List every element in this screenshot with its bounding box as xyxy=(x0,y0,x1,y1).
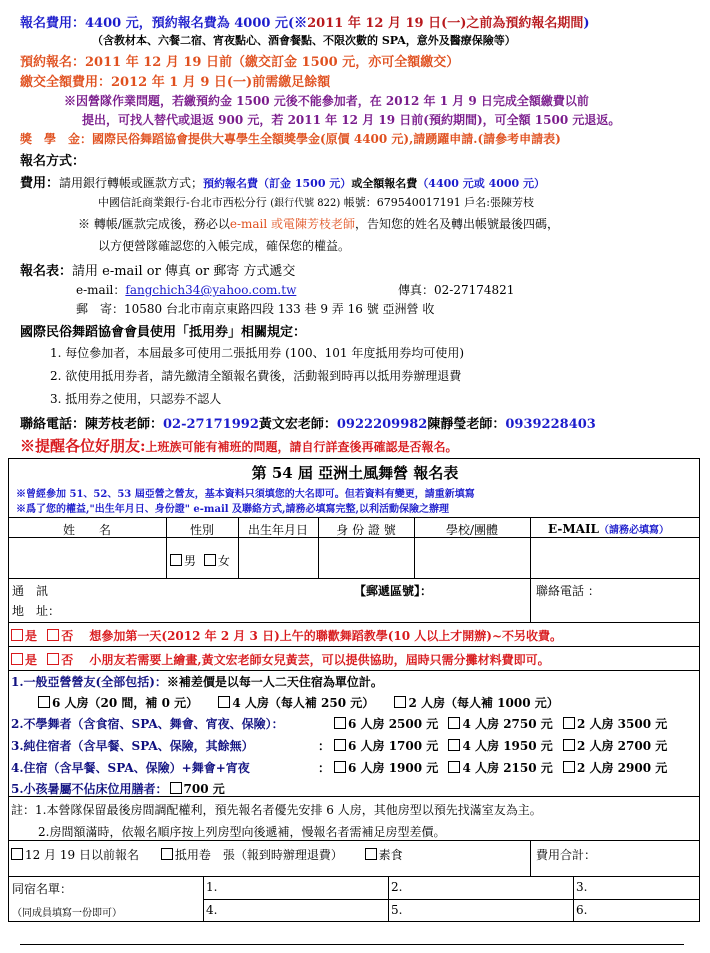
opt1-note: ※補差價是以每一人二天住宿為單位計。 xyxy=(166,675,383,689)
q1-no-checkbox[interactable] xyxy=(47,629,59,641)
voucher-checkbox[interactable] xyxy=(161,848,173,860)
address-label-1: 通 訊 xyxy=(12,584,49,598)
opt2-a: 6 人房 2500 元 xyxy=(348,717,439,731)
remind-label: ※提醒各位好朋友: xyxy=(20,437,146,455)
voucher-rule-2: 2. 欲使用抵用券者，請先繳清全額報名費後，活動報到時再以抵用券辦理退費 xyxy=(50,369,462,383)
q1-no: 否 xyxy=(61,629,74,643)
male-checkbox[interactable] xyxy=(170,554,182,566)
roommate-4[interactable]: 4. xyxy=(206,903,218,917)
post-line xyxy=(76,300,434,317)
remind-text: 上班族可能有補班的問題，請自行詳查後再確認是否報名。 xyxy=(145,440,458,454)
contact-phone-1: 02-27171992 xyxy=(163,417,259,432)
opt4-title: 4.住宿（含早餐、SPA、保險）+舞會+宵夜 xyxy=(11,761,250,775)
transfer-line-2: 以方便營隊確認您的入帳完成，確保您的權益。 xyxy=(98,239,351,253)
form-text: 請用 e-mail or 傳真 or 郵寄 方式遞交 xyxy=(72,264,296,279)
opt5-a: 700 元 xyxy=(183,782,225,796)
q2-yes-checkbox[interactable] xyxy=(11,653,23,665)
bank-code: (銀行代號 822) xyxy=(270,198,341,209)
bank-name: 中國信託商業銀行-台北市西松分行 xyxy=(98,196,267,209)
email-link[interactable]: fangchich34@yahoo.com.tw xyxy=(125,283,297,297)
opt3-b-checkbox[interactable] xyxy=(448,739,460,751)
voucher-label: 抵用卷 張（報到時辦理退費） xyxy=(174,848,343,862)
opt5-line xyxy=(11,780,225,797)
extra-options xyxy=(11,846,403,863)
fee-date: 2011 年 12 月 19 日(一)之前為預約報名期間 xyxy=(307,16,584,31)
q1-yes: 是 xyxy=(25,629,38,643)
notice-line-2: 提出，可找人替代或退返 900 元，若 2011 年 12 月 19 日前(預約期間)，可全額 1500 元退返。 xyxy=(82,113,621,127)
transfer-1b: e-mail 或電陳芳枝老師 xyxy=(229,217,356,231)
roommate-2[interactable]: 2. xyxy=(391,880,403,894)
early-checkbox[interactable] xyxy=(11,848,23,860)
opt1-b: 4 人房（每人補 250 元） xyxy=(232,696,375,710)
gender-options xyxy=(170,552,230,569)
q1-yes-checkbox[interactable] xyxy=(11,629,23,641)
transfer-1c: ，告知您的姓名及轉出帳號最後四碼， xyxy=(355,217,560,231)
opt2-c-checkbox[interactable] xyxy=(563,717,575,729)
opt2-a-checkbox[interactable] xyxy=(334,717,346,729)
opt1-c-checkbox[interactable] xyxy=(394,696,406,708)
opt3-title: 3.純住宿者（含早餐、SPA、保險，其餘無） xyxy=(11,739,254,753)
opt2-b: 4 人房 2750 元 xyxy=(462,717,553,731)
transfer-1a: ※ 轉帳/匯款完成後，務必以 xyxy=(78,217,230,231)
voucher-rule-3: 3. 抵用券之使用，只認券不認人 xyxy=(50,392,222,406)
email-label: e-mail： xyxy=(76,283,126,297)
roommate-6[interactable]: 6. xyxy=(576,903,588,917)
form-title: 第 54 屆 亞洲土風舞營 報名表 xyxy=(251,464,459,482)
roommate-5[interactable]: 5. xyxy=(391,903,403,917)
address-label-2: 地 址： xyxy=(12,604,61,618)
opt2-title: 2.不學舞者（含食宿、SPA、舞會、宵夜、保險）： xyxy=(11,717,284,731)
q2-yes: 是 xyxy=(25,653,38,667)
opt2-choices xyxy=(334,715,667,732)
opt3-a-checkbox[interactable] xyxy=(334,739,346,751)
opt3-a: 6 人房 1700 元 xyxy=(348,739,439,753)
voucher-rule-1: 1. 每位參加者，本屆最多可使用二張抵用券 (100、101 年度抵用券均可使用) xyxy=(50,346,465,360)
bank-acct: 帳號：679540017191 xyxy=(343,196,461,209)
roommate-label: 同宿名單： xyxy=(12,882,73,896)
header-email-note: （請務必填寫） xyxy=(599,525,669,536)
header-id: 身 份 證 號 xyxy=(336,523,396,537)
contact-2-label: 黃文宏老師： xyxy=(258,417,337,432)
opt3-c: 2 人房 2700 元 xyxy=(576,739,668,753)
opt4-b-checkbox[interactable] xyxy=(448,761,460,773)
bottom-rule xyxy=(20,944,684,945)
header-name: 姓 名 xyxy=(62,523,111,537)
roommate-3[interactable]: 3. xyxy=(576,880,588,894)
opt3-b: 4 人房 1950 元 xyxy=(462,739,553,753)
fee-method-or: 或全額報名費 xyxy=(351,177,418,190)
header-email-label: E-MAIL xyxy=(548,522,599,536)
notice-line-1: ※因營隊作業問題，若繳預約金 1500 元後不能參加者，在 2012 年 1 月 9 日完成全額繳費以前 xyxy=(64,94,589,108)
roommate-1[interactable]: 1. xyxy=(206,880,218,894)
header-gender: 性別 xyxy=(189,523,214,537)
veg-label: 素食 xyxy=(378,848,403,862)
contact-3-label: 陳靜瑩老師： xyxy=(427,417,506,432)
zip-label: 【郵遞區號】： xyxy=(354,584,433,598)
opt5-title: 5.小孩暑屬不佔床位用膳者： xyxy=(11,782,168,796)
contact-phone-2: 0922209982 xyxy=(336,417,428,432)
form-note-1: ※曾經參加 51、52、53 屆亞營之營友，基本資料只須填您的大名即可。但若資料有變更，請重新填寫 xyxy=(16,489,475,500)
early-label: 12 月 19 日以前報名 xyxy=(25,848,139,862)
fee-close: ) xyxy=(583,16,590,31)
contact-line xyxy=(20,413,596,432)
q1-text: 想參加第一天(2012 年 2 月 3 日)上午的聯歡舞蹈教學(10 人以上才開辦)~不另收費。 xyxy=(89,629,563,643)
q2-row xyxy=(11,651,550,668)
opt4-c-checkbox[interactable] xyxy=(563,761,575,773)
veg-checkbox[interactable] xyxy=(365,848,377,860)
remind-line xyxy=(20,435,458,456)
phone-label: 聯絡電話 ： xyxy=(536,584,600,598)
bank-holder: 戶名:張陳芳枝 xyxy=(464,196,534,209)
female-checkbox[interactable] xyxy=(204,554,216,566)
transfer-line-1 xyxy=(78,215,559,232)
opt4-b: 4 人房 2150 元 xyxy=(462,761,553,775)
fee-method-opt1: 預約報名費（訂金 1500 元） xyxy=(203,177,352,190)
opt5-checkbox[interactable] xyxy=(170,782,182,794)
voucher-title: 國際民俗舞蹈協會會員使用「抵用券」相關規定： xyxy=(20,325,307,340)
opt4-choices xyxy=(334,759,667,776)
opt4-c: 2 人房 2900 元 xyxy=(576,761,668,775)
remark-1: 註：1.本營隊保留最後房間調配權利，預先報名者優先安排 6 人房，其他房型以預先找滿室友為主。 xyxy=(11,803,542,817)
opt4-a: 6 人房 1900 元 xyxy=(348,761,439,775)
opt1-choices xyxy=(38,694,559,711)
q2-no: 否 xyxy=(61,653,74,667)
fax-number: 傳真：02-27174821 xyxy=(398,283,515,297)
fee-label: 報名費用： xyxy=(20,16,86,31)
bank-line xyxy=(98,194,534,210)
contact-phone-3: 0939228403 xyxy=(505,417,596,432)
opt1-title: 1.一般亞營營友(全部包括)： xyxy=(11,675,167,689)
fee-includes: （含教材本、六餐二宿、宵夜點心、酒會餐點、不限次數的 SPA，意外及醫療保險等） xyxy=(92,34,516,47)
fee-method-line xyxy=(20,172,545,191)
fee-method-text: 請用銀行轉帳或匯款方式； xyxy=(59,176,204,190)
post-label: 郵 寄： xyxy=(76,302,125,316)
female-label: 女 xyxy=(217,554,230,568)
opt3-colon: ： xyxy=(318,739,331,753)
remark-2: 2.房間額滿時，依報名順序按上列房型向後遞補，慢報名者需補足房型差價。 xyxy=(38,825,446,839)
form-method-line xyxy=(20,260,295,279)
q1-row xyxy=(11,627,562,644)
method-title: 報名方式： xyxy=(20,154,86,169)
opt1-b-checkbox[interactable] xyxy=(218,696,230,708)
header-school: 學校/團體 xyxy=(445,523,499,537)
opt2-c: 2 人房 3500 元 xyxy=(576,717,668,731)
fee-text: 4400 元，預約報名費為 4000 元(※ xyxy=(85,16,308,31)
opt3-c-checkbox[interactable] xyxy=(563,739,575,751)
opt1-c: 2 人房（每人補 1000 元） xyxy=(408,696,559,710)
roommate-note: （同成員填寫一份即可） xyxy=(12,908,122,919)
email-line xyxy=(76,281,296,298)
form-label: 報名表： xyxy=(20,264,73,279)
male-label: 男 xyxy=(184,554,197,568)
post-addr: 10580 台北市南京東路四段 133 巷 9 弄 16 號 亞洲營 收 xyxy=(124,302,435,316)
opt4-a-checkbox[interactable] xyxy=(334,761,346,773)
opt1-a: 6 人房（20 間，補 0 元） xyxy=(52,696,199,710)
q2-text: 小朋友若需要上繪畫,黃文宏老師女兒黃芸，可以提供協助，屆時只需分攤材料費即可。 xyxy=(89,653,550,667)
contact-label: 聯絡電話：陳芳枝老師： xyxy=(20,417,164,432)
opt3-choices xyxy=(334,737,667,754)
total-label: 費用合計： xyxy=(536,848,597,862)
fee-line xyxy=(20,12,590,31)
q2-no-checkbox[interactable] xyxy=(47,653,59,665)
header-email xyxy=(548,521,669,536)
scholarship-line: 獎 學 金：國際民俗舞蹈協會提供大專學生全額獎學金(原價 4400 元),請踴躍申請.(請參考申請表) xyxy=(20,132,561,146)
fee-method-label: 費用： xyxy=(20,176,60,191)
opt4-colon: ： xyxy=(318,761,331,775)
opt2-b-checkbox[interactable] xyxy=(448,717,460,729)
fee-method-opt2: （4400 元或 4000 元） xyxy=(417,177,546,190)
full-pay-line: 繳交全額費用：2012 年 1 月 9 日(一)前需繳足餘額 xyxy=(20,75,331,90)
form-note-2: ※爲了您的權益,"出生年月日、身份證" e-mail 及聯絡方式,請務必填寫完整,以利活動保險之辦理 xyxy=(16,504,449,515)
opt1-line xyxy=(11,673,383,690)
prebook-line: 預約報名：2011 年 12 月 19 日前（繳交訂金 1500 元，亦可全額繳交） xyxy=(20,55,460,70)
header-birthday: 出生年月日 xyxy=(247,523,308,537)
opt1-a-checkbox[interactable] xyxy=(38,696,50,708)
